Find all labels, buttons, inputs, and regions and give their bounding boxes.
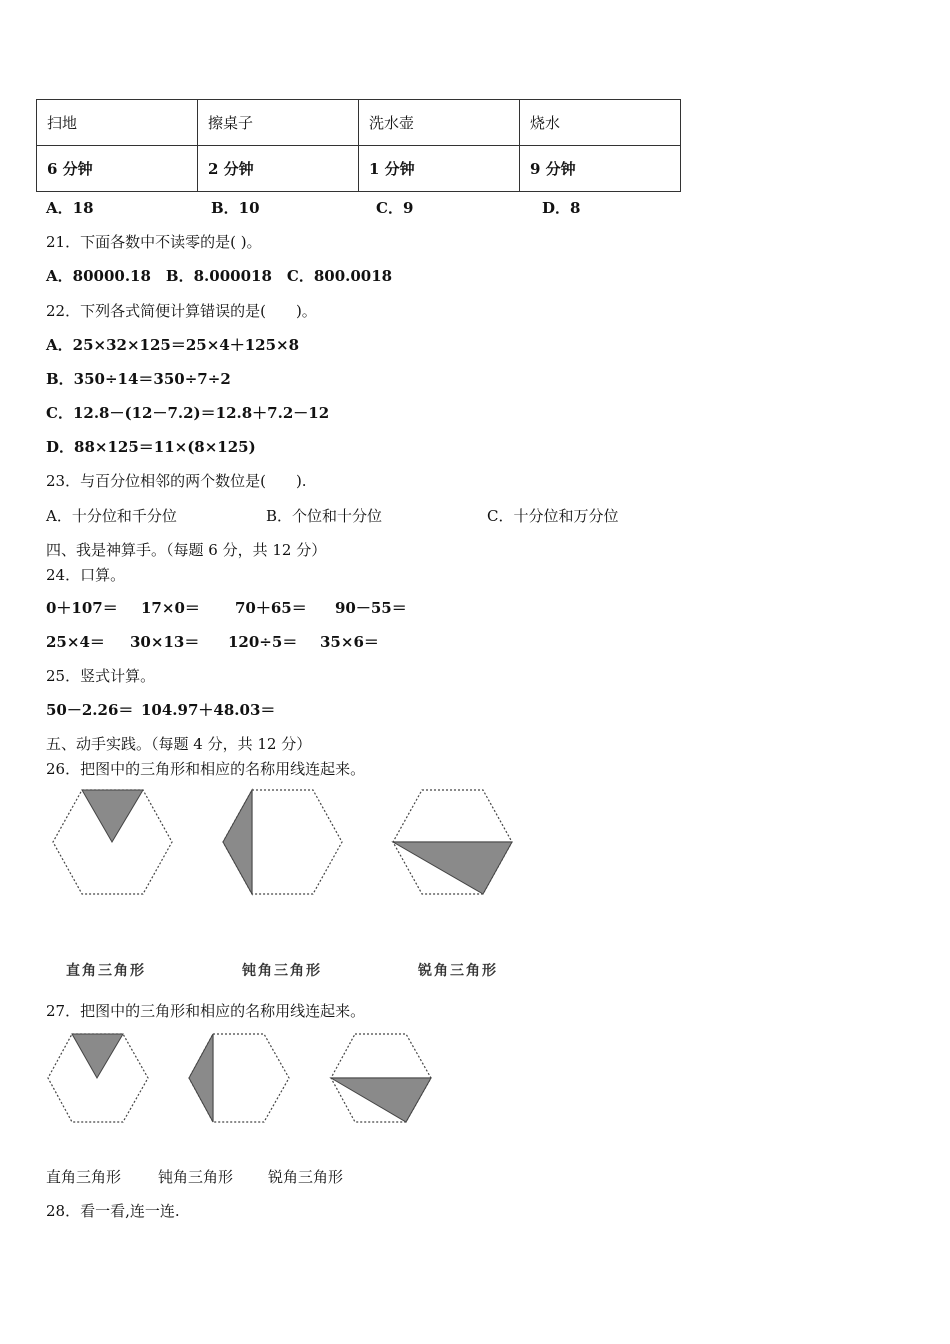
figure-label-right-triangle: 直角三角形 (66, 963, 146, 979)
q21-options: A．80000.18 B．8.000018 C．800.0018 (46, 267, 393, 285)
table-row (37, 100, 681, 146)
table-header-cell: 烧水 (520, 100, 681, 146)
q24-item: 120÷5＝ (228, 633, 298, 651)
q28-stem: 28．看一看,连一连. (46, 1202, 180, 1220)
hexagon-right-triangle-figure (46, 1032, 150, 1124)
q22-option-c: C．12.8－(12－7.2)＝12.8＋7.2－12 (46, 404, 330, 422)
chore-time-table (36, 99, 681, 192)
q22-stem: 22．下列各式简便计算错误的是( )。 (46, 302, 317, 320)
q24-item: 25×4＝ (46, 633, 105, 651)
q23-stem: 23．与百分位相邻的两个数位是( ). (46, 472, 307, 490)
table-row (37, 146, 681, 192)
q27-stem: 27．把图中的三角形和相应的名称用线连起来。 (46, 1002, 366, 1020)
label-acute-triangle: 锐角三角形 (268, 1168, 344, 1186)
q22-option-a: A．25×32×125＝25×4＋125×8 (46, 336, 300, 354)
table-header-cell: 洗水壶 (359, 100, 520, 146)
table-header-cell: 擦桌子 (198, 100, 359, 146)
q24-item: 0＋107＝ (46, 599, 118, 617)
table-value-cell: 1 分钟 (359, 146, 520, 192)
q20-option-b: B．10 (211, 199, 260, 217)
table-value-cell: 6 分钟 (37, 146, 198, 192)
q24-item: 90－55＝ (335, 599, 407, 617)
q20-option-d: D．8 (542, 199, 581, 217)
q25-stem: 25．竖式计算。 (46, 667, 156, 685)
q24-item: 35×6＝ (320, 633, 379, 651)
hexagon-right-triangle-figure (50, 787, 175, 899)
q26-stem: 26．把图中的三角形和相应的名称用线连起来。 (46, 760, 366, 778)
q24-stem: 24．口算。 (46, 566, 126, 584)
q22-option-b: B．350÷14＝350÷7÷2 (46, 370, 231, 388)
label-obtuse-triangle: 钝角三角形 (158, 1168, 234, 1186)
q22-option-d: D．88×125＝11×(8×125) (46, 438, 256, 456)
q20-option-c: C．9 (376, 199, 414, 217)
q25-item: 104.97＋48.03＝ (141, 701, 276, 719)
q23-option-a: A．十分位和千分位 (46, 507, 177, 525)
table-value-cell: 2 分钟 (198, 146, 359, 192)
q24-item: 17×0＝ (141, 599, 200, 617)
q21-stem: 21．下面各数中不读零的是( )。 (46, 233, 262, 251)
figure-label-acute-triangle: 锐角三角形 (418, 963, 498, 979)
q23-option-c: C．十分位和万分位 (487, 507, 619, 525)
section-4-heading: 四、我是神算手。（每题 6 分，共 12 分） (46, 541, 327, 559)
q20-option-a: A．18 (46, 199, 94, 217)
hexagon-acute-triangle-figure (329, 1032, 433, 1124)
table-value-cell: 9 分钟 (520, 146, 681, 192)
q25-item: 50－2.26＝ (46, 701, 134, 719)
hexagon-obtuse-triangle-figure (220, 787, 345, 899)
q24-item: 70＋65＝ (235, 599, 307, 617)
q24-item: 30×13＝ (130, 633, 200, 651)
hexagon-obtuse-triangle-figure (187, 1032, 291, 1124)
label-right-triangle: 直角三角形 (46, 1168, 122, 1186)
section-5-heading: 五、动手实践。（每题 4 分，共 12 分） (46, 735, 312, 753)
hexagon-acute-triangle-figure (390, 787, 515, 899)
table-header-cell: 扫地 (37, 100, 198, 146)
q23-option-b: B．个位和十分位 (266, 507, 383, 525)
figure-label-obtuse-triangle: 钝角三角形 (242, 963, 322, 979)
